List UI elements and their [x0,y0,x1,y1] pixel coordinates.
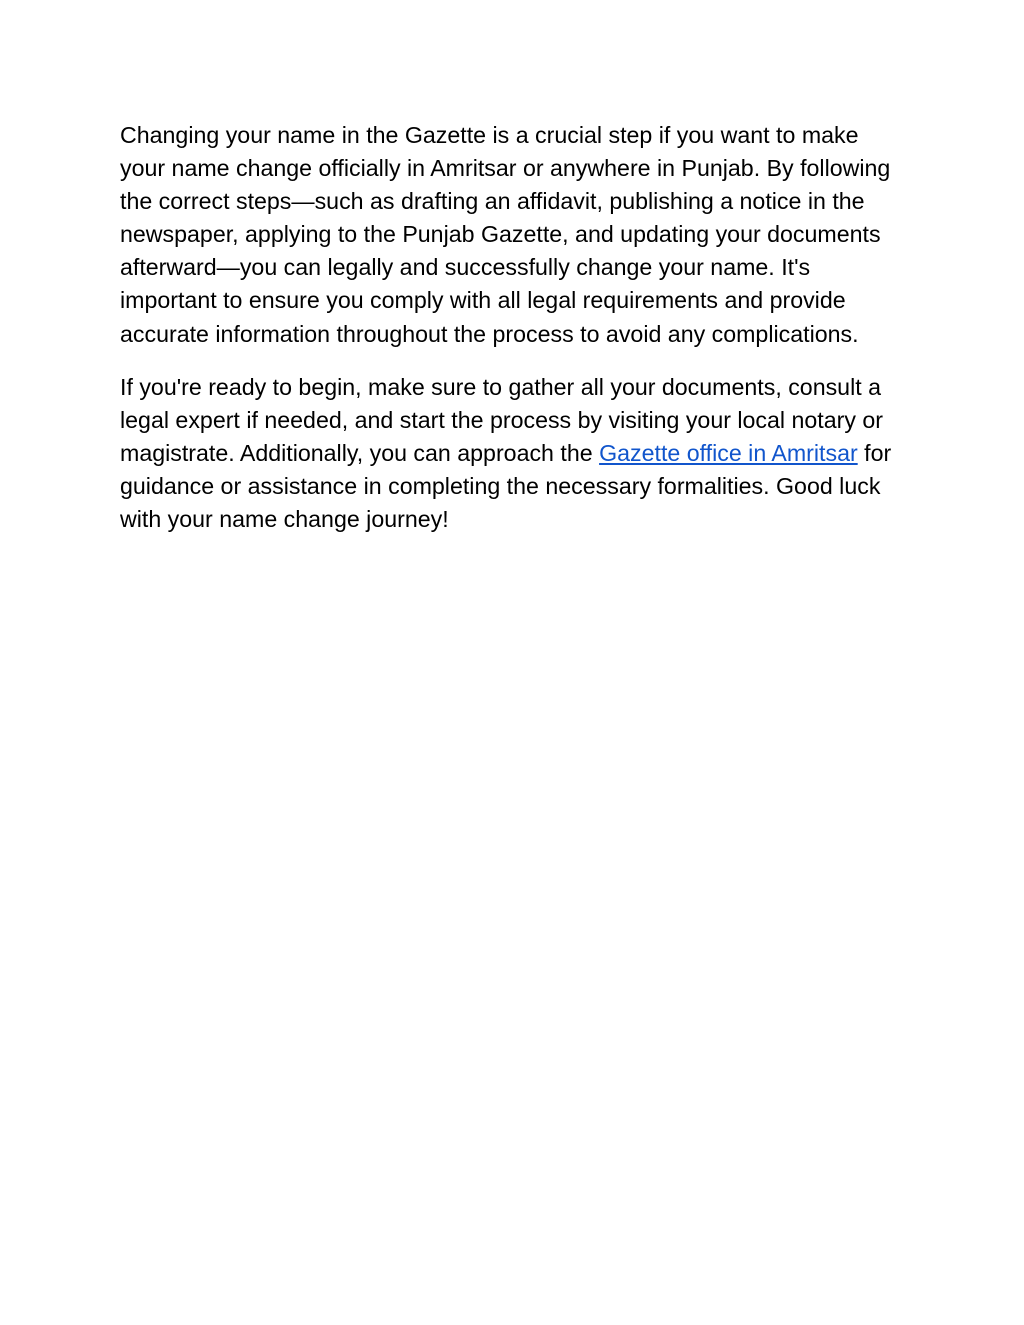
paragraph-next-steps-text-start: If you're ready to begin, make sure to gather all your documents, consult a legal expert if needed, and start the process by visiting your local notary or magistrate. Additionally, you can approach the [120,373,884,466]
paragraph-next-steps-text-end: for guidance or assistance in completing the necessary formalities. Good luck with your name change journey! [120,439,892,533]
document-body [120,119,902,556]
paragraph-next-steps [120,371,902,536]
paragraph-summary [120,119,902,351]
gazette-office-link[interactable]: Gazette office in Amritsar [599,439,858,466]
paragraph-summary-text: Changing your name in the Gazette is a crucial step if you want to make your name change officially in Amritsar or anywhere in Punjab. By following the correct steps—such as drafting an affidavit, publishing a notice in the newspaper, applying to the Punjab Gazette, and updating your documents afterward—you can legally and successfully change your name. It's important to ensure you comply with all legal requirements and provide accurate information throughout the process to avoid any complications. [120,122,891,347]
